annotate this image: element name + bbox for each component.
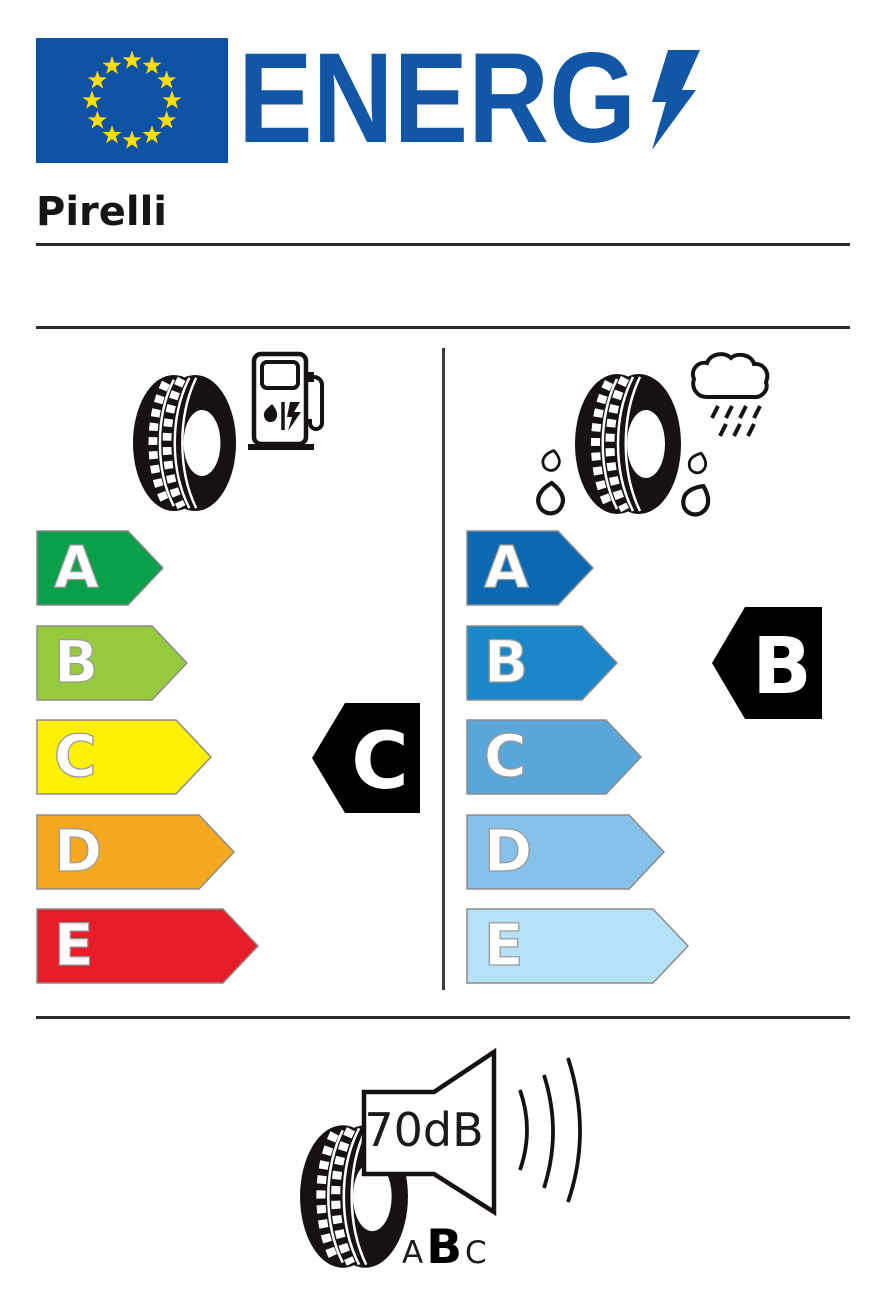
energy-logo-text: ENERG bbox=[238, 40, 636, 170]
class-letter: D bbox=[54, 817, 103, 885]
divider-line-middle bbox=[36, 326, 850, 329]
noise-grade-c: C bbox=[465, 1235, 487, 1271]
brand-name: Pirelli bbox=[36, 189, 168, 235]
fuel-rating-arrow bbox=[312, 703, 420, 813]
noise-grade-b-selected: B bbox=[426, 1220, 463, 1275]
column-divider bbox=[442, 348, 445, 990]
wet-grip-class-arrow-d bbox=[466, 814, 665, 890]
class-letter: A bbox=[484, 533, 529, 601]
divider-line-bottom bbox=[36, 1016, 850, 1019]
fuel-efficiency-class-arrow-b bbox=[36, 625, 188, 701]
wet-grip-rating-arrow bbox=[712, 607, 822, 719]
class-letter: D bbox=[484, 817, 533, 885]
wet-grip-class-arrow-e bbox=[466, 908, 689, 984]
wet-grip-class-arrow-c bbox=[466, 719, 642, 795]
wet-grip-scale bbox=[466, 530, 736, 985]
noise-grade-a: A bbox=[402, 1235, 424, 1271]
eu-flag-icon bbox=[36, 38, 228, 163]
fuel-efficiency-class-arrow-d bbox=[36, 814, 235, 890]
fuel-pump-icon bbox=[246, 350, 326, 452]
class-letter: C bbox=[54, 722, 97, 790]
fuel-efficiency-class-arrow-e bbox=[36, 908, 259, 984]
class-letter: E bbox=[54, 911, 94, 979]
wet-grip-rating-letter: B bbox=[752, 622, 812, 712]
speaker-icon bbox=[352, 1042, 607, 1222]
energy-logo bbox=[238, 40, 728, 170]
wet-grip-class-arrow-b bbox=[466, 625, 618, 701]
noise-grade-scale bbox=[402, 1220, 487, 1275]
wet-grip-class-arrow-a bbox=[466, 530, 594, 606]
divider-line-top bbox=[36, 243, 850, 246]
noise-value: 70dB bbox=[364, 1103, 484, 1157]
fuel-efficiency-class-arrow-a bbox=[36, 530, 164, 606]
sound-waves-icon bbox=[520, 1058, 580, 1202]
class-letter: C bbox=[484, 722, 527, 790]
class-letter: E bbox=[484, 911, 524, 979]
fuel-rating-letter: C bbox=[351, 717, 409, 807]
class-letter: B bbox=[54, 628, 99, 696]
class-letter: A bbox=[54, 533, 99, 601]
lightning-bolt-icon bbox=[652, 50, 700, 150]
tire-icon-fuel bbox=[131, 373, 238, 513]
fuel-efficiency-scale bbox=[36, 530, 306, 985]
rain-cloud-icon bbox=[680, 348, 780, 440]
fuel-efficiency-class-arrow-c bbox=[36, 719, 212, 795]
class-letter: B bbox=[484, 628, 529, 696]
rain-drops bbox=[712, 406, 760, 436]
